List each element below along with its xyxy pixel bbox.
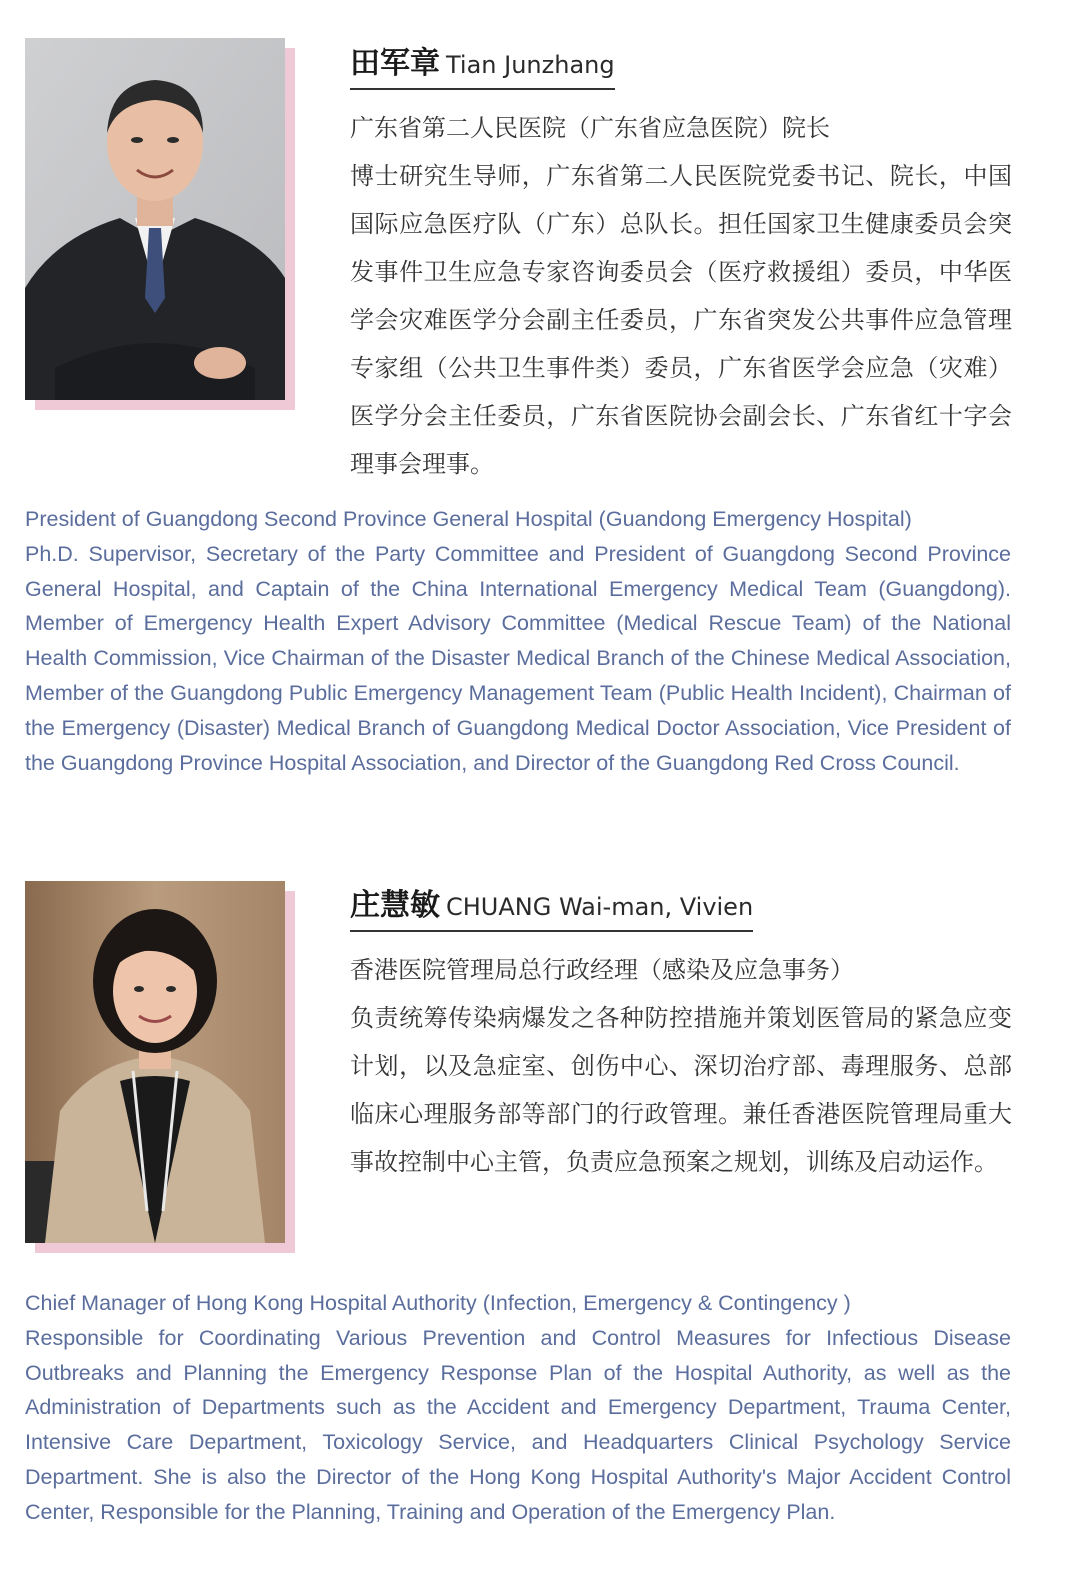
bio-chinese — [350, 946, 1012, 1186]
profile-photo-frame — [25, 38, 285, 400]
name-english: CHUANG Wai-man, Vivien — [446, 893, 754, 921]
portrait-photo-tian — [25, 38, 285, 400]
bio-chinese-text: 负责统筹传染病爆发之各种防控措施并策划医管局的紧急应变计划，以及急症室、创伤中心、深切治疗部、毒理服务、总部临床心理服务部等部门的行政管理。兼任香港医院管理局重大事故控制中心主管，负责应急预案之规划，训练及启动运作。 — [350, 1004, 1012, 1176]
name-chinese: 田军章 — [350, 46, 440, 81]
title-chinese: 香港医院管理局总行政经理（感染及应急事务） — [350, 956, 854, 984]
title-chinese: 广东省第二人民医院（广东省应急医院）院长 — [350, 114, 830, 142]
bio-english-text: Responsible for Coordinating Various Prevention and Control Measures for Infectious Disease Outbreaks and Planning the Emergency Response Plan of the Hospital Authority, as well as the Administration of Departments such as the Accident and Emergency Department, Trauma Center, Intensive Care Department, Toxicology Service, and Headquarters Clinical Psychology Service Department. She is also the Director of the Hong Kong Hospital Authority's Major Accident Control Center, Responsible for the Planning, Training and Operation of the Emergency Plan. — [25, 1325, 1011, 1524]
portrait-illustration — [25, 881, 285, 1243]
title-english: President of Guangdong Second Province General Hospital (Guandong Emergency Hospital) — [25, 507, 912, 531]
name-english: Tian Junzhang — [446, 51, 615, 79]
title-english: Chief Manager of Hong Kong Hospital Authority (Infection, Emergency & Contingency ) — [25, 1291, 851, 1315]
bio-chinese — [350, 104, 1012, 488]
portrait-photo-chuang — [25, 881, 285, 1243]
bio-chinese-text: 博士研究生导师，广东省第二人民医院党委书记、院长，中国国际应急医疗队（广东）总队长。担任国家卫生健康委员会突发事件卫生应急专家咨询委员会（医疗救援组）委员，中华医学会灾难医学分会副主任委员，广东省突发公共事件应急管理专家组（公共卫生事件类）委员，广东省医学会应急（灾难）医学分会主任委员，广东省医院协会副会长、广东省红十字会理事会理事。 — [350, 162, 1012, 478]
bio-english — [25, 502, 1011, 780]
name-chinese: 庄慧敏 — [350, 888, 440, 923]
bio-english-text: Ph.D. Supervisor, Secretary of the Party Committee and President of Guangdong Second Province General Hospital, and Captain of the China International Emergency Medical Team (Guangdong). Member of Emergency Health Expert Advisory Committee (Medical Rescue Team) of the National Health Commission, Vice Chairman of the Disaster Medical Branch of the Chinese Medical Association, Member of the Guangdong Public Emergency Management Team (Public Health Incident), Chairman of the Emergency (Disaster) Medical Branch of Guangdong Medical Doctor Association, Vice President of the Guangdong Province Hospital Association, and Director of the Guangdong Red Cross Council. — [25, 541, 1011, 775]
profile-name-heading — [350, 38, 615, 90]
portrait-illustration — [25, 38, 285, 400]
profile-name-heading — [350, 880, 753, 932]
profile-photo-frame — [25, 881, 285, 1243]
bio-english — [25, 1286, 1011, 1530]
